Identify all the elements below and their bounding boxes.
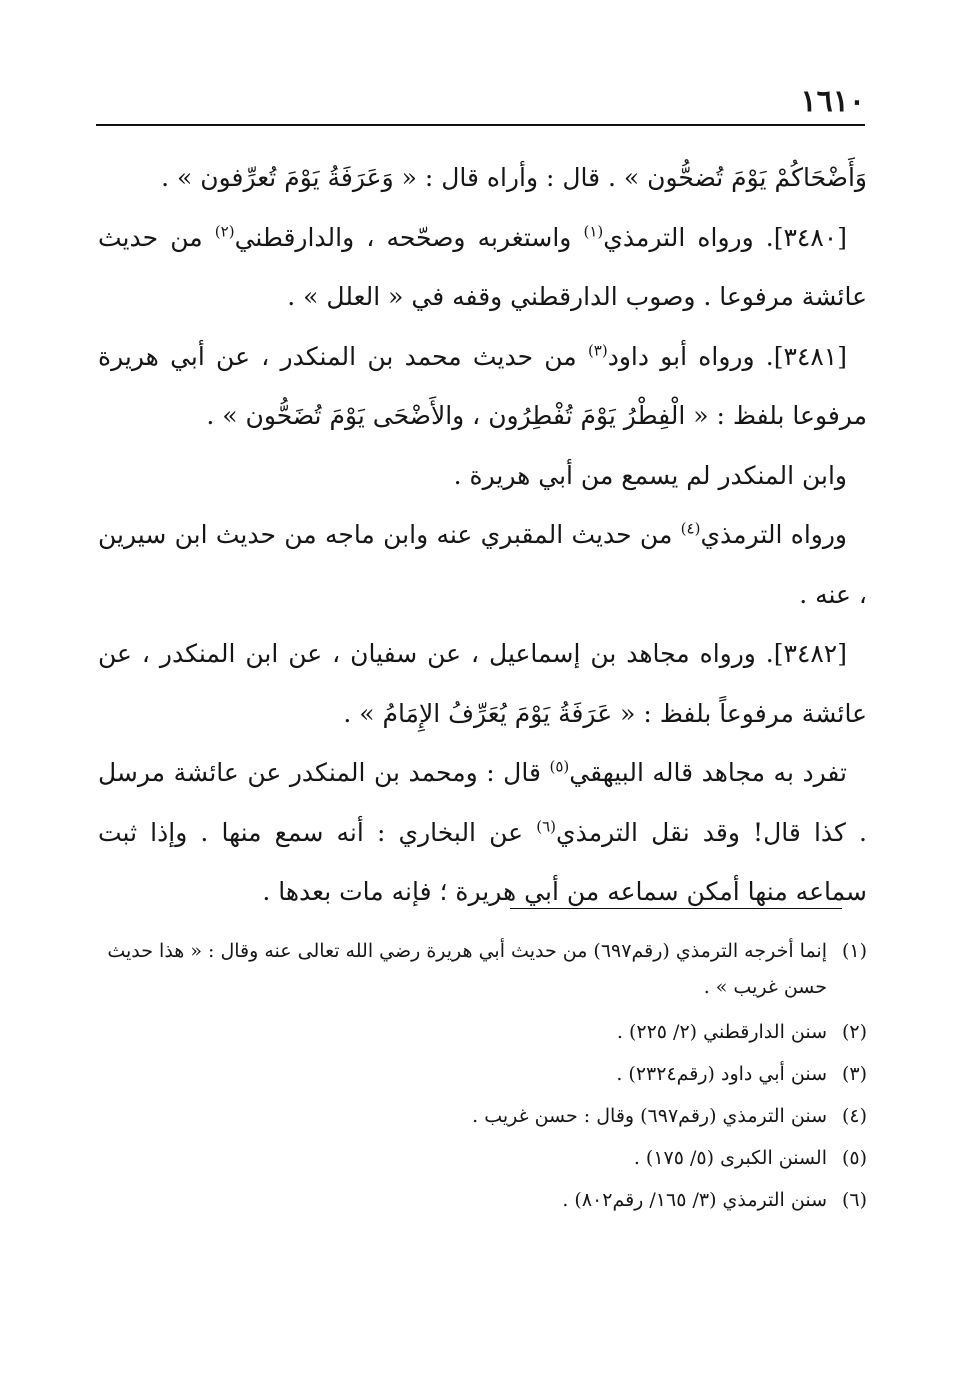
text-run: تفرد به مجاهد قاله البيهقي: [569, 758, 847, 787]
text-run: وَأَضْحَاكُمْ يَوْمَ تُضحُّون » . قال : وأراه قال : « وَعَرَفَةُ يَوْمَ تُعرِّفون » .: [161, 163, 867, 192]
footnote-text: إنما أخرجه الترمذي (رقم٦٩٧) من حديث أبي هريرة رضي الله تعالى عنه وقال : « هذا حديث حسن غريب » .: [107, 940, 827, 998]
paragraph: [98, 505, 867, 624]
footnote-text: سنن الدارقطني (٢/ ٢٢٥) .: [616, 1021, 827, 1043]
text-run: ورواه الترمذي: [700, 520, 847, 549]
text-run: من حديث عائشة مرفوعا . وصوب الدارقطني وقفه في « العلل » .: [98, 222, 867, 311]
text-run: [٣٤٨١]. ورواه أبو داود: [607, 341, 847, 371]
footnote-ref[interactable]: (٥): [549, 757, 570, 776]
footnote-separator: [510, 908, 842, 909]
paragraph: [98, 446, 867, 506]
footnote-ref[interactable]: (١): [583, 222, 604, 241]
footnote-item: [98, 1053, 867, 1095]
text-run: من حديث المقبري عنه وابن ماجه من حديث ابن سيرين ، عنه .: [98, 520, 867, 609]
main-text: [98, 148, 867, 922]
paragraph: [98, 148, 867, 208]
footnote-number: (١): [841, 940, 867, 962]
footnote-number: (٦): [841, 1189, 867, 1211]
page-number: ١٦١٠: [800, 84, 865, 119]
text-run: [٣٤٨٢]. ورواه مجاهد بن إسماعيل ، عن سفيان ، عن ابن المنكدر ، عن عائشة مرفوعاً بلفظ : « عَرَفَةُ يَوْمَ يُعَرِّفُ الإِمَامُ » .: [98, 639, 867, 728]
footnote-text: سنن الترمذي (رقم٦٩٧) وقال : حسن غريب .: [472, 1105, 827, 1127]
footnote-item: [98, 1095, 867, 1137]
paragraph-3482: [98, 624, 867, 743]
text-run: قال : ومحمد بن المنكدر عن عائشة مرسل . كذا قال! وقد نقل الترمذي: [98, 758, 867, 847]
footnote-ref[interactable]: (٣): [587, 341, 608, 360]
text-run: [٣٤٨٠]. ورواه الترمذي: [603, 222, 847, 252]
footnote-number: (٥): [841, 1147, 867, 1169]
footnotes-list: [98, 933, 867, 1221]
footnote-ref[interactable]: (٢): [214, 222, 235, 241]
footnote-item: [98, 933, 867, 1005]
text-run: وابن المنكدر لم يسمع من أبي هريرة .: [453, 460, 847, 490]
footnote-ref[interactable]: (٦): [536, 817, 556, 836]
footnote-item: [98, 1137, 867, 1179]
footnote-text: سنن أبي داود (رقم٢٣٢٤) .: [616, 1063, 827, 1085]
text-run: من حديث محمد بن المنكدر ، عن أبي هريرة مرفوعا بلفظ : « الْفِطْرُ يَوْمَ تُفْطِرُون ، والأَضْحَى يَوْمَ تُضَحُّون » .: [98, 341, 867, 430]
footnote-number: (٤): [841, 1105, 867, 1127]
text-run: واستغربه وصحّحه ، والدارقطني: [234, 222, 584, 252]
paragraph-3481: [98, 327, 867, 446]
footnote-text: سنن الترمذي (٣/ ١٦٥/ رقم٨٠٢) .: [562, 1189, 827, 1211]
footnote-item: [98, 1011, 867, 1053]
paragraph-3480: [98, 208, 867, 327]
footnote-number: (٣): [841, 1063, 867, 1085]
footnote-item: [98, 1179, 867, 1221]
footnote-ref[interactable]: (٤): [680, 519, 701, 538]
text-run: عن البخاري : أنه سمع منها . وإذا ثبت سماعه منها أمكن سماعه من أبي هريرة ؛ فإنه مات بعدها .: [98, 817, 867, 906]
footnote-text: السنن الكبرى (٥/ ١٧٥) .: [633, 1147, 827, 1169]
paragraph: [98, 743, 867, 922]
header-rule: [96, 124, 865, 126]
footnote-number: (٢): [841, 1021, 867, 1043]
